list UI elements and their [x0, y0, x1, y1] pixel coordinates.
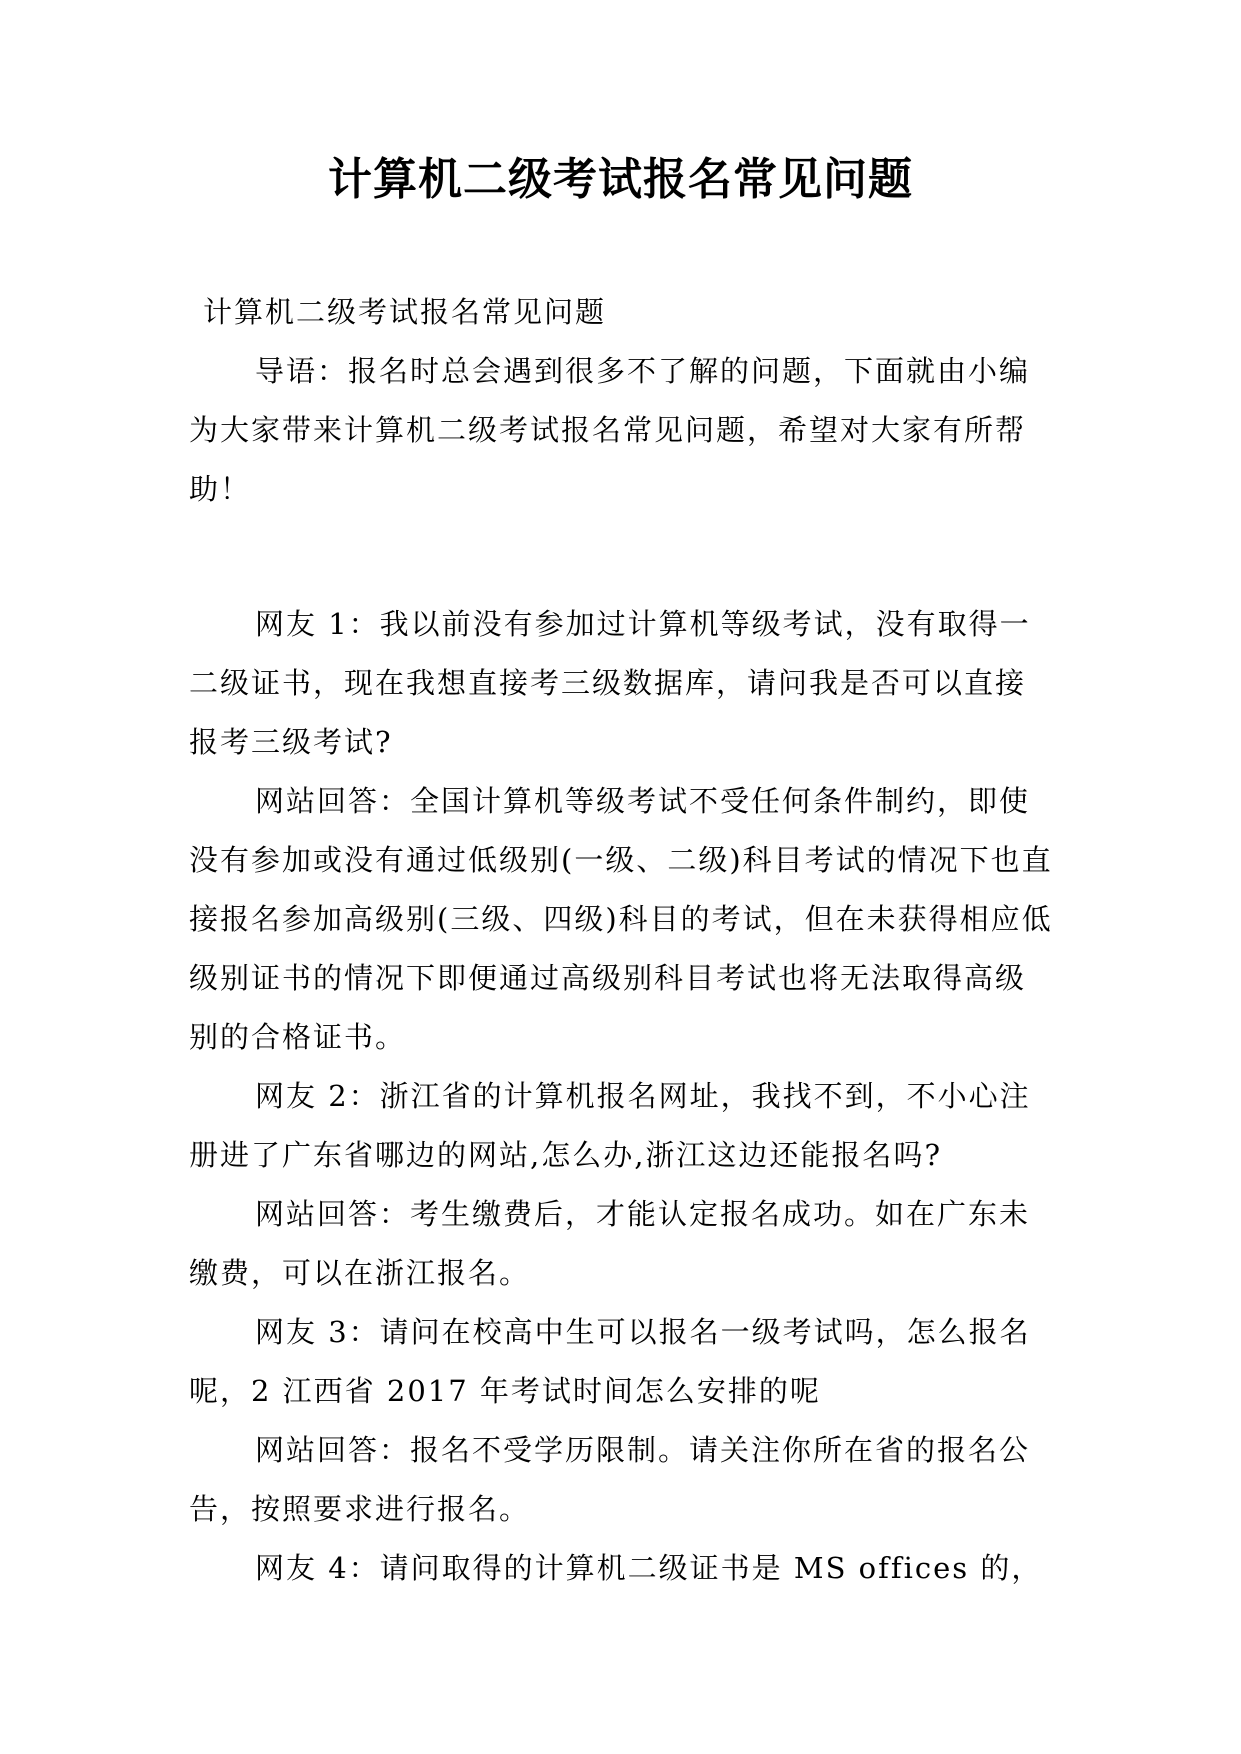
paragraph-spacer: [189, 519, 1055, 595]
document-subtitle: 计算机二级考试报名常见问题: [203, 295, 607, 329]
question-4-paragraph: 网友 4：请问取得的计算机二级证书是 MS offices 的，: [255, 1551, 1043, 1585]
answer-1-paragraph: 网站回答：全国计算机等级考试不受任何条件制约，即使没有参加或没有通过低级别(一级、二级)科目考试的情况下也直接报名参加高级别(三级、四级)科目的考试，但在未获得相应低级别证书的情况下即便通过高级别科目考试也将无法取得高级别的合格证书。: [189, 784, 1053, 1054]
document-body: [189, 283, 1055, 1598]
question-2-paragraph: 网友 2：浙江省的计算机报名网址，我找不到，不小心注册进了广东省哪边的网站,怎么办,浙江这边还能报名吗?: [189, 1079, 1031, 1172]
intro-paragraph: 导语：报名时总会遇到很多不了解的问题，下面就由小编为大家带来计算机二级考试报名常见问题，希望对大家有所帮助！: [189, 354, 1031, 506]
document-title: 计算机二级考试报名常见问题: [328, 154, 913, 205]
answer-2-paragraph: 网站回答：考生缴费后，才能认定报名成功。如在广东未缴费，可以在浙江报名。: [189, 1197, 1031, 1290]
question-3-paragraph: 网友 3：请问在校高中生可以报名一级考试吗，怎么报名呢，2 江西省 2017 年考试时间怎么安排的呢: [189, 1315, 1031, 1408]
question-1-paragraph: 网友 1：我以前没有参加过计算机等级考试，没有取得一二级证书，现在我想直接考三级数据库，请问我是否可以直接报考三级考试?: [189, 607, 1031, 759]
answer-3-paragraph: 网站回答：报名不受学历限制。请关注你所在省的报名公告，按照要求进行报名。: [189, 1433, 1031, 1526]
